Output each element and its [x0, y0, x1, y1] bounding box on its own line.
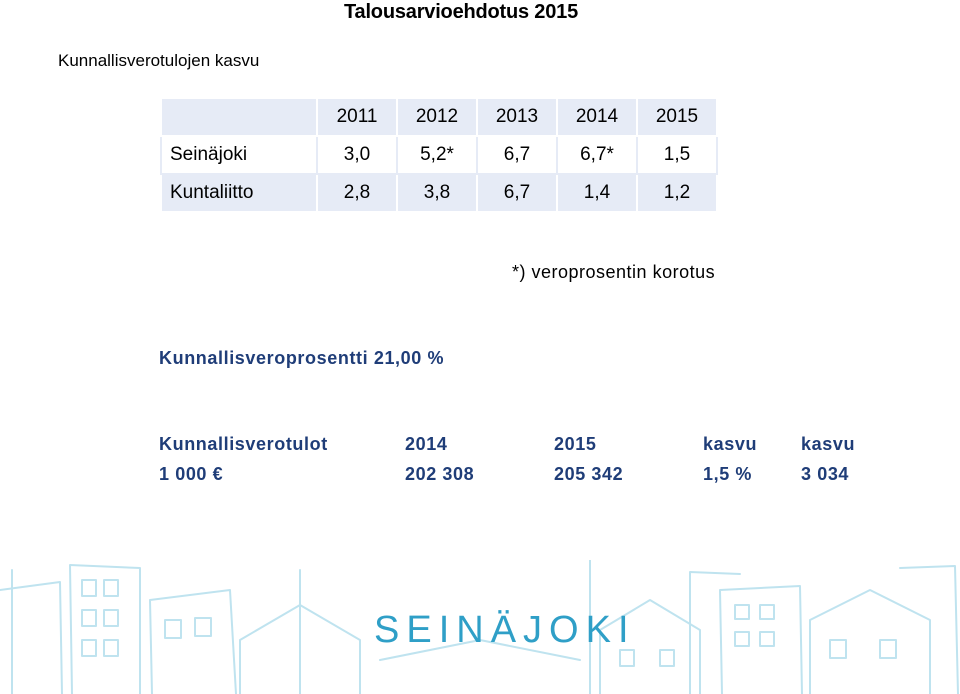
revenue-header: Kunnallisverotulot	[159, 434, 328, 454]
table-cell: 1,5	[637, 136, 717, 174]
revenue-value: 1,5 %	[703, 464, 753, 484]
table-cell: 1,4	[557, 174, 637, 212]
tax-rate-heading: Kunnallisveroprosentti 21,00 %	[159, 348, 445, 368]
revenue-value: 202 308	[405, 464, 475, 484]
revenue-header: 2015	[554, 434, 597, 454]
growth-table	[160, 97, 718, 213]
seinajoki-logo: SEINÄJOKI	[374, 609, 636, 651]
revenue-header: 2014	[405, 434, 448, 454]
revenue-value: 3 034	[801, 464, 850, 484]
revenue-value: 205 342	[554, 464, 624, 484]
table-cell: 3,0	[317, 136, 397, 174]
table-cell: 6,7*	[557, 136, 637, 174]
revenue-header: kasvu	[801, 434, 856, 454]
year-header: 2015	[637, 98, 717, 136]
row-label: Kuntaliitto	[161, 174, 317, 212]
year-header: 2012	[397, 98, 477, 136]
revenue-value: 1 000 €	[159, 464, 224, 484]
year-header: 2011	[317, 98, 397, 136]
row-label: Seinäjoki	[161, 136, 317, 174]
table-cell: 3,8	[397, 174, 477, 212]
revenue-header: kasvu	[703, 434, 758, 454]
table-cell: 1,2	[637, 174, 717, 212]
table-cell: 5,2*	[397, 136, 477, 174]
table-header-row	[161, 98, 717, 136]
page-title: Talousarvioehdotus 2015	[344, 1, 578, 23]
table-cell: 6,7	[477, 136, 557, 174]
table-corner-cell	[161, 98, 317, 136]
table-row	[161, 136, 717, 174]
year-header: 2014	[557, 98, 637, 136]
table-cell: 2,8	[317, 174, 397, 212]
page-subtitle: Kunnallisverotulojen kasvu	[58, 51, 260, 70]
year-header: 2013	[477, 98, 557, 136]
footnote: *) veroprosentin korotus	[512, 262, 716, 282]
table-row	[161, 174, 717, 212]
table-cell: 6,7	[477, 174, 557, 212]
